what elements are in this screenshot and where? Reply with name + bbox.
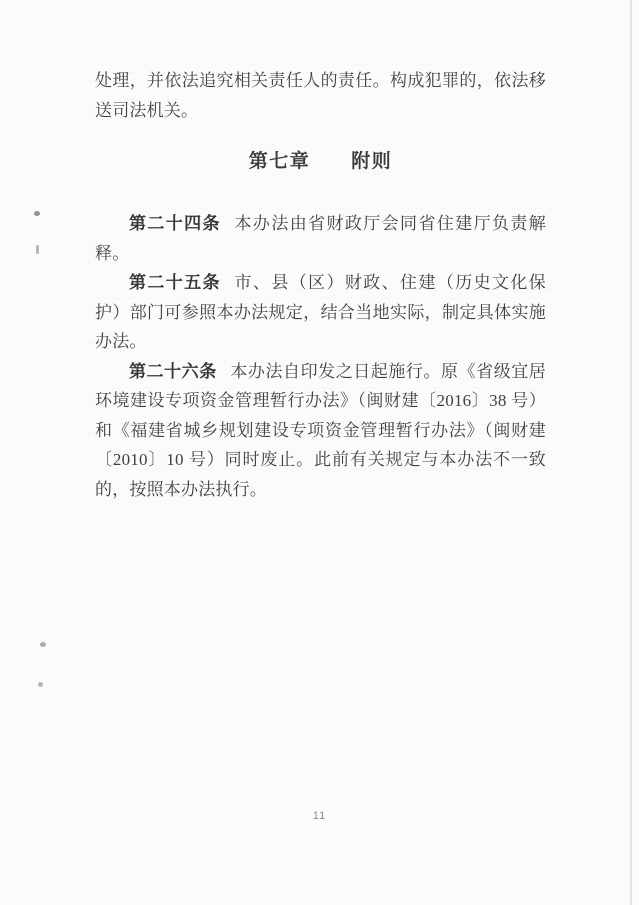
chapter-heading: 第七章 附则 xyxy=(248,151,393,172)
scan-speck xyxy=(38,682,43,687)
document-content xyxy=(95,66,546,504)
scan-speck xyxy=(34,211,40,216)
article-26 xyxy=(95,357,546,505)
scan-speck xyxy=(36,245,39,254)
article-26-text: 本办法自印发之日起施行。原《省级宜居环境建设专项资金管理暂行办法》（闽财建〔2016〕38 号）和《福建省城乡规划建设专项资金管理暂行办法》（闽财建〔2010〕10 号）同时废止。此前有关规定与本办法不一致的，按照本办法执行。 xyxy=(95,361,546,499)
article-25-number: 第二十五条 xyxy=(129,273,221,292)
article-24-number: 第二十四条 xyxy=(129,214,221,233)
article-24-text: 本办法由省财政厅会同省住建厅负责解释。 xyxy=(95,214,546,263)
page-number: 11 xyxy=(312,810,327,822)
article-24 xyxy=(95,209,546,268)
article-26-number: 第二十六条 xyxy=(129,361,217,381)
paragraph-continuation: 处理，并依法追究相关责任人的责任。构成犯罪的，依法移送司法机关。 xyxy=(95,71,546,120)
article-25 xyxy=(95,268,546,357)
article-25-text: 市、县（区）财政、住建（历史文化保护）部门可参照本办法规定，结合当地实际，制定具体实施办法。 xyxy=(95,273,546,351)
scan-edge-line xyxy=(630,0,632,905)
scan-speck xyxy=(40,642,46,647)
